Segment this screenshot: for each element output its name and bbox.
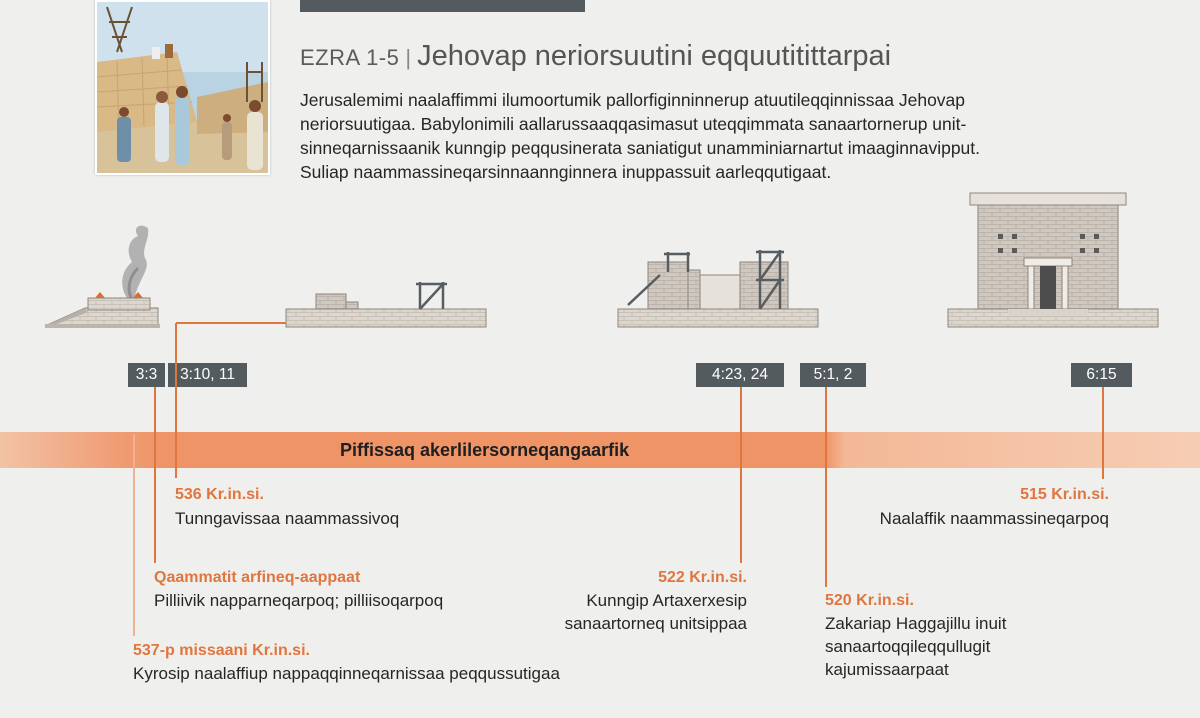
construction-illustrations <box>0 0 1200 340</box>
event-text: Kyrosip naalaffiup nappaqqinneqarnissaa peqqussutigaa <box>133 664 560 683</box>
event-date: 515 Kr.in.si. <box>1020 486 1109 503</box>
reference-box: 4:23, 24 <box>696 363 784 387</box>
title-reference: EZRA 1-5 <box>300 45 400 70</box>
event-text: Tunngavissaa naammassivoq <box>175 509 400 528</box>
completed-temple-icon <box>948 193 1158 327</box>
partial-temple-icon <box>618 250 818 327</box>
timeline-connector <box>740 387 742 563</box>
event-text: Naalaffik naammassineqarpoq <box>879 509 1109 528</box>
reference-box: 6:15 <box>1071 363 1132 387</box>
event-date: Qaammatit arfineq-aappaat <box>154 569 361 586</box>
event-text: Pilliivik napparneqarpoq; pilliisoqarpoq <box>154 591 444 610</box>
title-separator: | <box>405 45 412 70</box>
event-date: 520 Kr.in.si. <box>825 592 914 609</box>
altar-smoke-icon <box>45 226 160 328</box>
timeline-connector <box>154 387 156 563</box>
event-text: Zakariap Haggajillu inuit sanaartoqqileqqullugit kajumissaarpaat <box>825 614 1007 679</box>
description-line: sinneqarnissaanik kunngip peqqusinerata saniatigut unamminiarnartut imaaginnavipput. <box>300 138 981 158</box>
timeline-connector <box>1102 387 1104 479</box>
timeline-connector <box>175 323 177 478</box>
reference-box: 5:1, 2 <box>800 363 866 387</box>
description-line: Suliap naammassineqarsinnaannginnera inuppassuit aarleqqutigaat. <box>300 162 832 182</box>
reference-box: 3:10, 11 <box>168 363 247 387</box>
description-line: Jerusalemimi naalaffimmi ilumoortumik pallorfiginninnerup atuutileqqinnissaa Jehovap <box>300 90 966 110</box>
description-line: neriorsuutigaa. Babylonimili aallarussaaqqasimasut uteqqimmata sanaartornerup unit- <box>300 114 967 134</box>
title-text: Jehovap neriorsuutini eqquutitittarpai <box>417 40 892 72</box>
event-date: 536 Kr.in.si. <box>175 486 264 503</box>
event-date: 537-p missaani Kr.in.si. <box>133 642 310 659</box>
event-text: Kunngip Artaxerxesip sanaartorneq unitsippaa <box>564 591 747 633</box>
timeline-connector <box>825 387 827 587</box>
timeline-connector <box>133 434 135 636</box>
band-label: Piffissaq akerlilersorneqangaarfik <box>340 440 630 460</box>
reference-box: 3:3 <box>128 363 165 387</box>
foundation-icon <box>286 282 486 327</box>
event-date: 522 Kr.in.si. <box>658 569 747 586</box>
